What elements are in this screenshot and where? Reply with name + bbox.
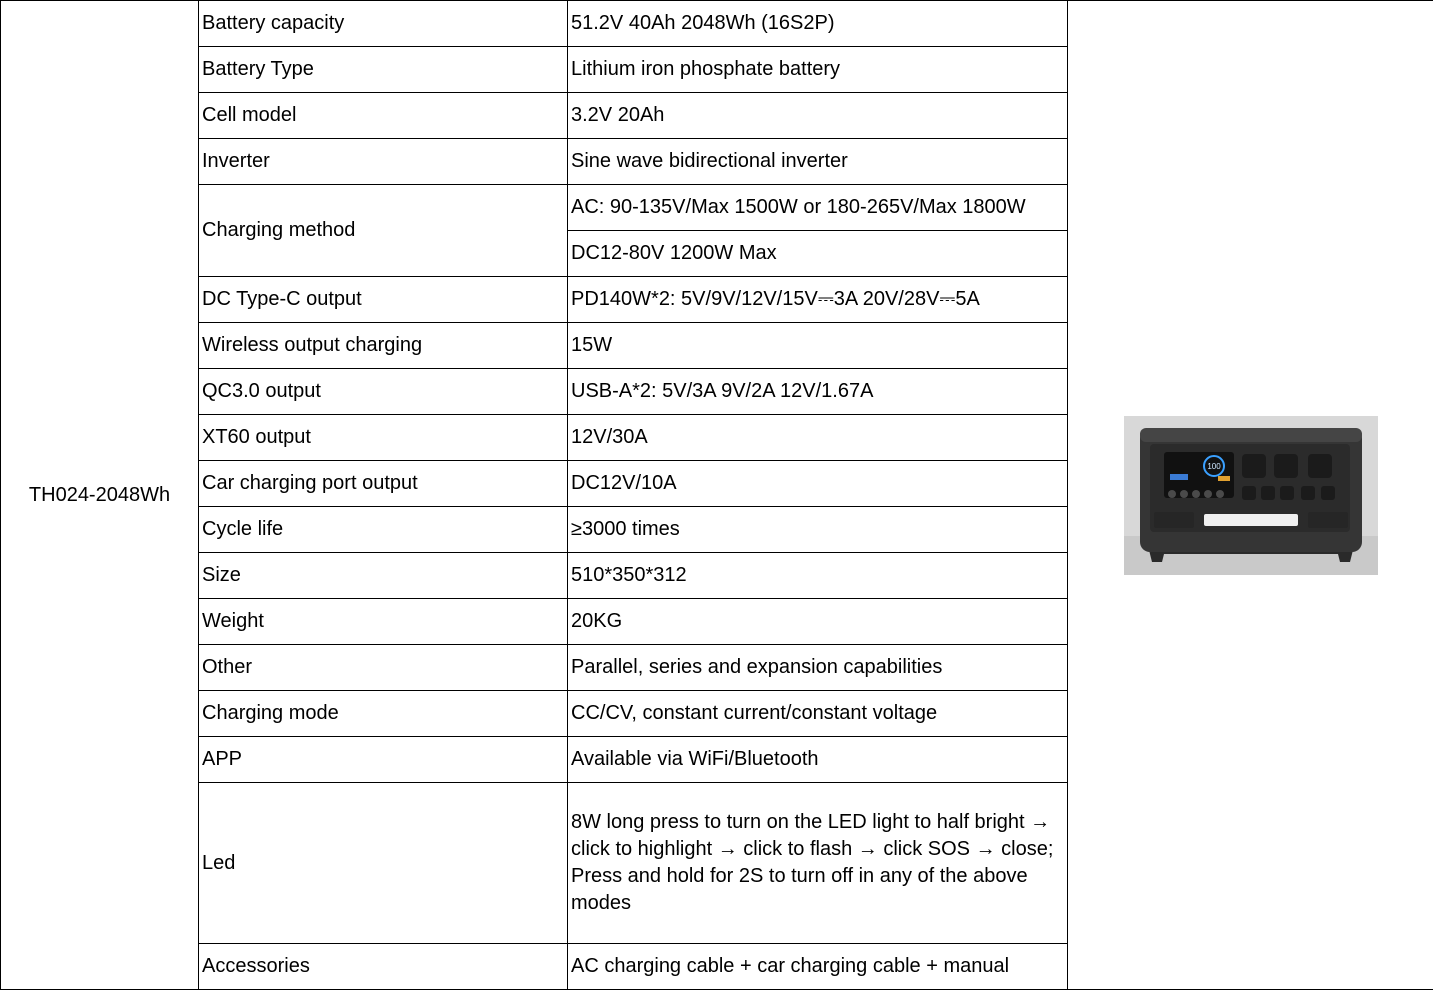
model-name-cell: TH024-2048Wh <box>1 1 199 990</box>
led-light-bar <box>1204 514 1298 526</box>
spec-value-app: Available via WiFi/Bluetooth <box>568 737 1068 783</box>
spec-label-xt60-output: XT60 output <box>199 415 568 461</box>
spec-value-battery-capacity: 51.2V 40Ah 2048Wh (16S2P) <box>568 1 1068 47</box>
spec-label-inverter: Inverter <box>199 139 568 185</box>
spec-label-led: Led <box>199 783 568 944</box>
spec-label-accessories: Accessories <box>199 944 568 990</box>
vent-left <box>1154 512 1194 528</box>
spec-value-charging-mode: CC/CV, constant current/constant voltage <box>568 691 1068 737</box>
spec-value-car-charging-port-output: DC12V/10A <box>568 461 1068 507</box>
product-image-cell <box>1068 1 1433 990</box>
spec-label-battery-type: Battery Type <box>199 47 568 93</box>
spec-value-battery-type: Lithium iron phosphate battery <box>568 47 1068 93</box>
spec-value-dc-type-c-output: PD140W*2: 5V/9V/12V/15V⎓3A 20V/28V⎓5A <box>568 277 1068 323</box>
spec-label-other: Other <box>199 645 568 691</box>
spec-value-charging-method: DC12-80V 1200W Max <box>568 231 1068 277</box>
spec-value-other: Parallel, series and expansion capabilities <box>568 645 1068 691</box>
spec-value-size: 510*350*312 <box>568 553 1068 599</box>
spec-label-battery-capacity: Battery capacity <box>199 1 568 47</box>
ac-outlet-2 <box>1274 454 1298 478</box>
ac-outlet-3 <box>1308 454 1332 478</box>
spec-value-led: 8W long press to turn on the LED light to half bright → click to highlight → click to flash → click SOS → close; Press and hold for 2S to turn off in any of the above modes <box>568 783 1068 944</box>
spec-label-app: APP <box>199 737 568 783</box>
ac-outlet-1 <box>1242 454 1266 478</box>
spec-value-cell-model: 3.2V 20Ah <box>568 93 1068 139</box>
spec-label-charging-mode: Charging mode <box>199 691 568 737</box>
spec-label-size: Size <box>199 553 568 599</box>
spec-label-weight: Weight <box>199 599 568 645</box>
spec-label-cycle-life: Cycle life <box>199 507 568 553</box>
vent-right <box>1308 512 1348 528</box>
spec-value-xt60-output: 12V/30A <box>568 415 1068 461</box>
spec-value-qc3-0-output: USB-A*2: 5V/3A 9V/2A 12V/1.67A <box>568 369 1068 415</box>
table-row <box>1 1 1433 47</box>
spec-label-dc-type-c-output: DC Type-C output <box>199 277 568 323</box>
spec-label-qc3-0-output: QC3.0 output <box>199 369 568 415</box>
spec-label-cell-model: Cell model <box>199 93 568 139</box>
power-station-product-image <box>1124 416 1378 575</box>
spec-value-wireless-output-charging: 15W <box>568 323 1068 369</box>
spec-value-accessories: AC charging cable + car charging cable + manual <box>568 944 1068 990</box>
spec-value-weight: 20KG <box>568 599 1068 645</box>
screen-bar-left <box>1170 474 1188 480</box>
spec-label-car-charging-port-output: Car charging port output <box>199 461 568 507</box>
spec-label-wireless-output-charging: Wireless output charging <box>199 323 568 369</box>
screen-bar-right <box>1218 476 1230 481</box>
spec-label-charging-method: Charging method <box>199 185 568 277</box>
spec-value-cycle-life: ≥3000 times <box>568 507 1068 553</box>
spec-value-charging-method: AC: 90-135V/Max 1500W or 180-265V/Max 1800W <box>568 185 1068 231</box>
device-handle <box>1140 428 1362 442</box>
screen-percentage: 100 <box>1206 461 1221 471</box>
spec-value-inverter: Sine wave bidirectional inverter <box>568 139 1068 185</box>
